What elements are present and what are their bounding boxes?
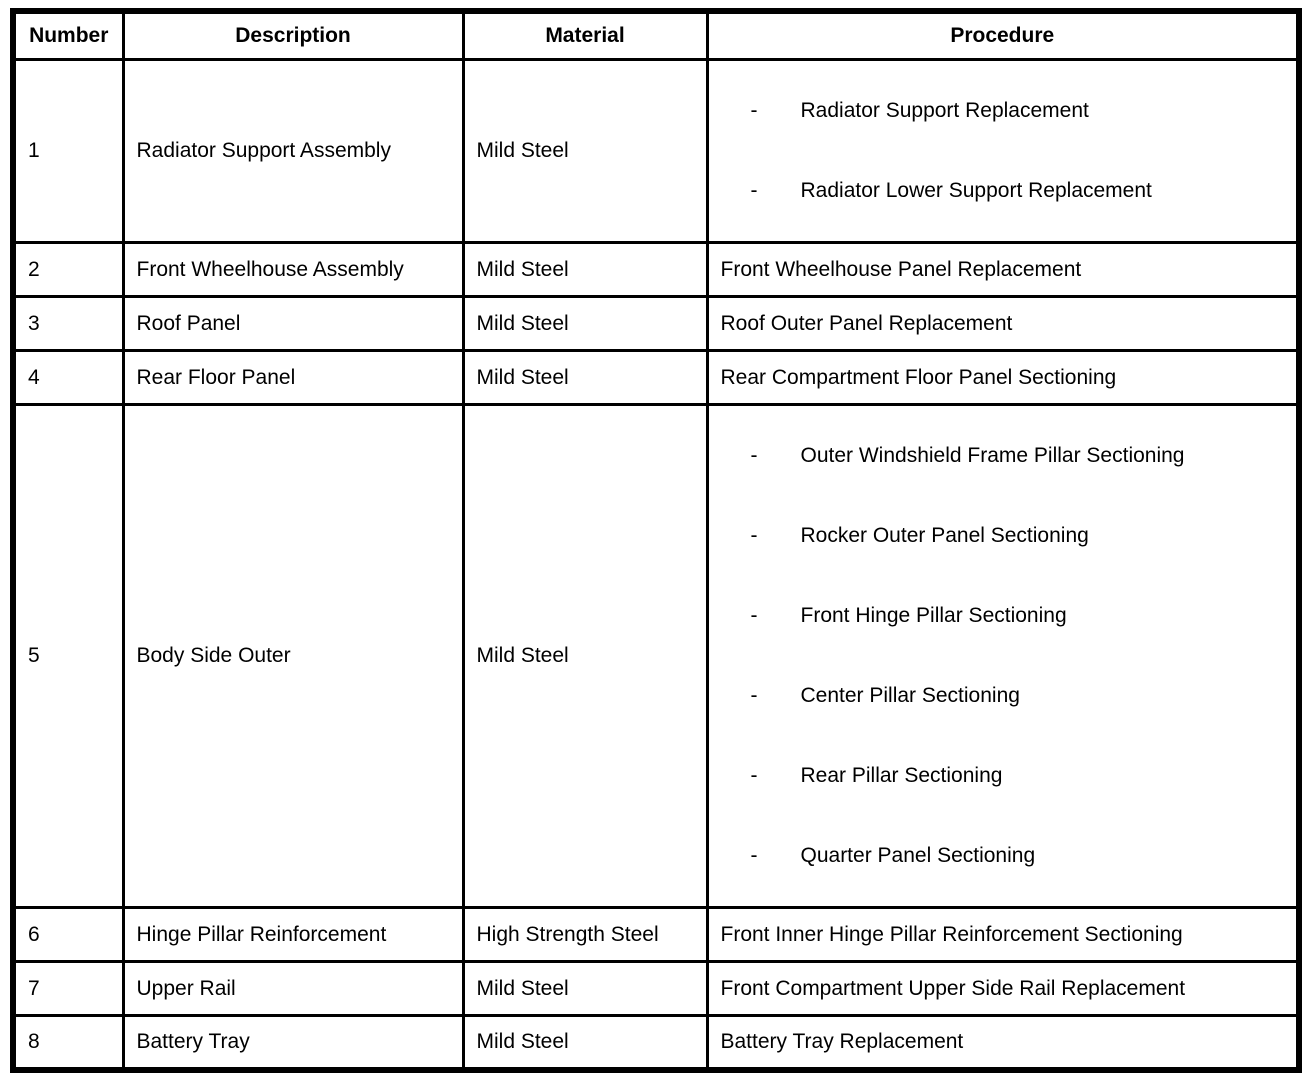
procedure-item	[721, 151, 1285, 231]
cell-material: Mild Steel	[463, 60, 707, 243]
table-row	[13, 1016, 1299, 1070]
procedure-text: Quarter Panel Sectioning	[800, 844, 1036, 867]
table-header-row	[13, 11, 1299, 60]
procedure-item	[721, 416, 1285, 496]
cell-procedure	[707, 1016, 1299, 1070]
cell-procedure	[707, 962, 1299, 1016]
cell-material: High Strength Steel	[463, 908, 707, 962]
cell-material: Mild Steel	[463, 297, 707, 351]
cell-number: 1	[13, 60, 123, 243]
cell-description: Battery Tray	[123, 1016, 463, 1070]
dash-bullet: -	[750, 844, 758, 867]
procedure-text: Front Wheelhouse Panel Replacement	[720, 257, 1082, 281]
procedure-text: Rear Compartment Floor Panel Sectioning	[720, 365, 1117, 389]
header-cell-number: Number	[13, 11, 123, 60]
procedure-text: Front Compartment Upper Side Rail Replacement	[720, 976, 1186, 1000]
cell-description: Radiator Support Assembly	[123, 60, 463, 243]
cell-number: 8	[13, 1016, 123, 1070]
cell-procedure	[707, 405, 1299, 908]
parts-procedure-table	[10, 8, 1302, 1073]
dash-bullet: -	[750, 524, 758, 547]
dash-bullet: -	[750, 764, 758, 787]
cell-procedure	[707, 297, 1299, 351]
table-row	[13, 60, 1299, 243]
table-row	[13, 908, 1299, 962]
dash-bullet: -	[750, 179, 758, 202]
procedure-item	[721, 496, 1285, 576]
cell-material: Mild Steel	[463, 962, 707, 1016]
cell-procedure	[707, 243, 1299, 297]
cell-description: Upper Rail	[123, 962, 463, 1016]
cell-procedure	[707, 351, 1299, 405]
dash-bullet: -	[750, 99, 758, 122]
cell-description: Hinge Pillar Reinforcement	[123, 908, 463, 962]
procedure-text: Front Hinge Pillar Sectioning	[800, 604, 1067, 627]
cell-number: 7	[13, 962, 123, 1016]
procedure-text: Battery Tray Replacement	[720, 1029, 964, 1053]
header-cell-material: Material	[463, 11, 707, 60]
cell-material: Mild Steel	[463, 243, 707, 297]
cell-procedure	[707, 908, 1299, 962]
table-row	[13, 243, 1299, 297]
cell-material: Mild Steel	[463, 351, 707, 405]
procedure-text: Radiator Lower Support Replacement	[800, 179, 1152, 202]
cell-material: Mild Steel	[463, 1016, 707, 1070]
cell-number: 2	[13, 243, 123, 297]
dash-bullet: -	[750, 684, 758, 707]
cell-number: 6	[13, 908, 123, 962]
cell-description: Roof Panel	[123, 297, 463, 351]
dash-bullet: -	[750, 444, 758, 467]
procedure-text: Rear Pillar Sectioning	[800, 764, 1003, 787]
procedure-item	[721, 71, 1285, 151]
cell-description: Rear Floor Panel	[123, 351, 463, 405]
table-row	[13, 297, 1299, 351]
procedure-item	[721, 816, 1285, 896]
procedure-text: Roof Outer Panel Replacement	[720, 311, 1013, 335]
table-row	[13, 405, 1299, 908]
procedure-text: Radiator Support Replacement	[800, 99, 1089, 122]
procedure-text: Rocker Outer Panel Sectioning	[800, 524, 1089, 547]
procedure-text: Center Pillar Sectioning	[800, 684, 1020, 707]
table-row	[13, 351, 1299, 405]
procedure-item	[721, 576, 1285, 656]
cell-description: Front Wheelhouse Assembly	[123, 243, 463, 297]
dash-bullet: -	[750, 604, 758, 627]
table-row	[13, 962, 1299, 1016]
procedure-text: Outer Windshield Frame Pillar Sectioning	[800, 444, 1185, 467]
cell-number: 5	[13, 405, 123, 908]
procedure-list	[721, 71, 1285, 231]
cell-number: 4	[13, 351, 123, 405]
cell-material: Mild Steel	[463, 405, 707, 908]
cell-description: Body Side Outer	[123, 405, 463, 908]
header-cell-procedure: Procedure	[707, 11, 1299, 60]
procedure-item	[721, 656, 1285, 736]
cell-procedure	[707, 60, 1299, 243]
header-cell-description: Description	[123, 11, 463, 60]
procedure-list	[721, 416, 1285, 896]
procedure-item	[721, 736, 1285, 816]
cell-number: 3	[13, 297, 123, 351]
procedure-text: Front Inner Hinge Pillar Reinforcement Sectioning	[720, 922, 1183, 946]
